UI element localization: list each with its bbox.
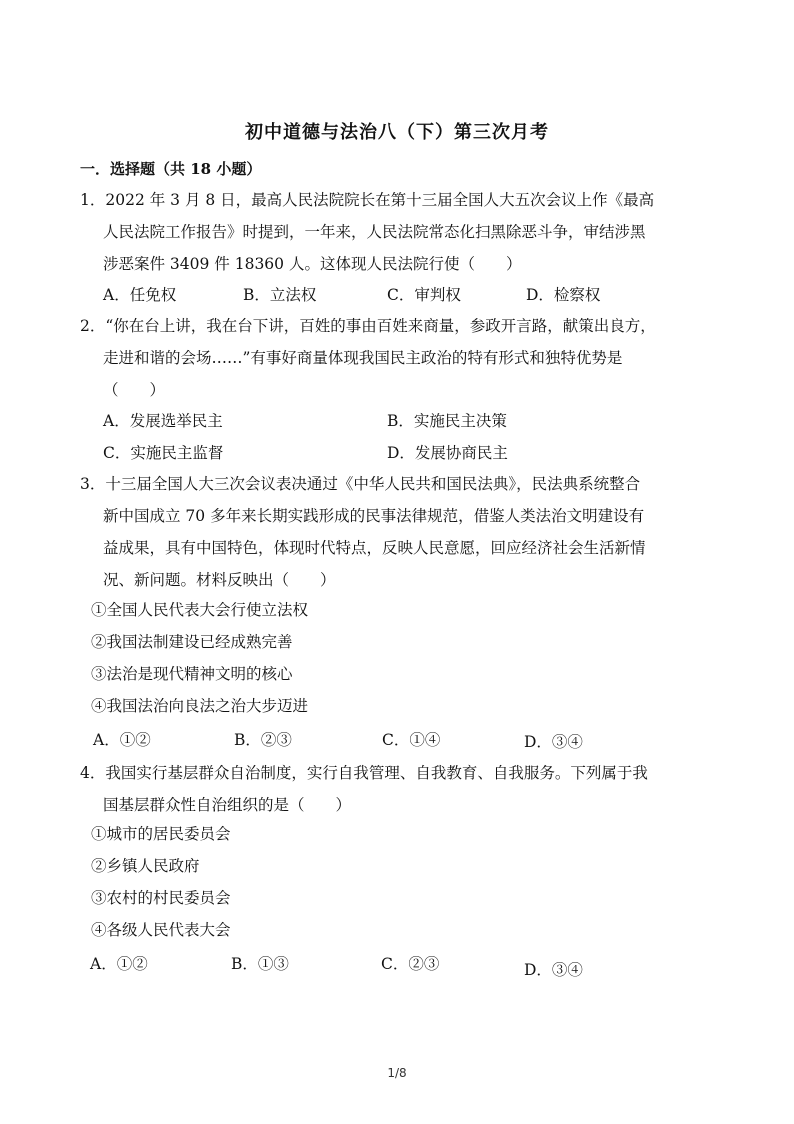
- q2-option-a[interactable]: A．发展选举民主: [103, 412, 223, 430]
- q4-statement-1: ①城市的居民委员会: [91, 825, 231, 843]
- question-3: [80, 468, 646, 596]
- question-4-line-2: 国基层群众性自治组织的是（ ）: [103, 796, 352, 814]
- q3-statement-4: ④我国法治向良法之治大步迈进: [91, 697, 309, 715]
- question-2-line-1: 2．“你在台上讲，我在台下讲，百姓的事由百姓来商量，参政开言路，献策出良方，: [80, 317, 656, 335]
- q3-option-a[interactable]: A．①②: [93, 731, 151, 749]
- q4-statement-3: ③农村的村民委员会: [91, 889, 231, 907]
- q4-option-b[interactable]: B．①③: [231, 955, 289, 973]
- question-1: [80, 184, 654, 280]
- q1-option-a[interactable]: A．任免权: [103, 286, 177, 304]
- page-number: 1/8: [387, 1066, 407, 1080]
- q4-option-c[interactable]: C．②③: [381, 955, 440, 973]
- section-heading: 一．选择题（共 18 小题）: [80, 160, 262, 178]
- question-2: [80, 310, 656, 406]
- page-title: 初中道德与法治八（下）第三次月考: [245, 122, 549, 143]
- q4-option-a[interactable]: A．①②: [90, 955, 148, 973]
- question-2-line-2: 走进和谐的会场……”有事好商量体现我国民主政治的特有形式和独特优势是: [103, 349, 623, 367]
- q3-statement-2: ②我国法制建设已经成熟完善: [91, 633, 293, 651]
- q1-option-b[interactable]: B．立法权: [243, 286, 317, 304]
- question-4: [80, 757, 648, 821]
- q3-option-d[interactable]: D．③④: [524, 733, 583, 751]
- q3-option-b[interactable]: B．②③: [234, 731, 292, 749]
- question-2-line-3: （ ）: [103, 381, 166, 399]
- question-3-line-1: 3．十三届全国人大三次会议表决通过《中华人民共和国民法典》，民法典系统整合: [80, 475, 641, 493]
- question-1-line-3: 涉恶案件 3409 件 18360 人。这体现人民法院行使（ ）: [103, 255, 522, 273]
- q4-statement-4: ④各级人民代表大会: [91, 921, 231, 939]
- q2-option-d[interactable]: D．发展协商民主: [387, 444, 508, 462]
- question-3-line-3: 益成果，具有中国特色，体现时代特点，反映人民意愿，回应经济社会生活新情: [103, 539, 646, 557]
- question-1-line-2: 人民法院工作报告》时提到，一年来，人民法院常态化扫黑除恶斗争，审结涉黑: [103, 223, 646, 241]
- q2-option-c[interactable]: C．实施民主监督: [103, 444, 224, 462]
- question-3-line-2: 新中国成立 70 多年来长期实践形成的民事法律规范，借鉴人类法治文明建设有: [103, 507, 645, 525]
- q4-statement-2: ②乡镇人民政府: [91, 857, 200, 875]
- question-4-line-1: 4．我国实行基层群众自治制度，实行自我管理、自我教育、自我服务。下列属于我: [80, 764, 648, 782]
- q1-option-d[interactable]: D．检察权: [526, 286, 601, 304]
- q3-statement-3: ③法治是现代精神文明的核心: [91, 665, 293, 683]
- question-3-line-4: 况、新问题。材料反映出（ ）: [103, 571, 336, 589]
- q4-option-d[interactable]: D．③④: [524, 961, 583, 979]
- q2-option-b[interactable]: B．实施民主决策: [387, 412, 507, 430]
- q1-option-c[interactable]: C．审判权: [387, 286, 461, 304]
- q3-option-c[interactable]: C．①④: [382, 731, 441, 749]
- q3-statement-1: ①全国人民代表大会行使立法权: [91, 601, 309, 619]
- question-1-line-1: 1．2022 年 3 月 8 日，最高人民法院院长在第十三届全国人大五次会议上作《最高: [80, 191, 655, 209]
